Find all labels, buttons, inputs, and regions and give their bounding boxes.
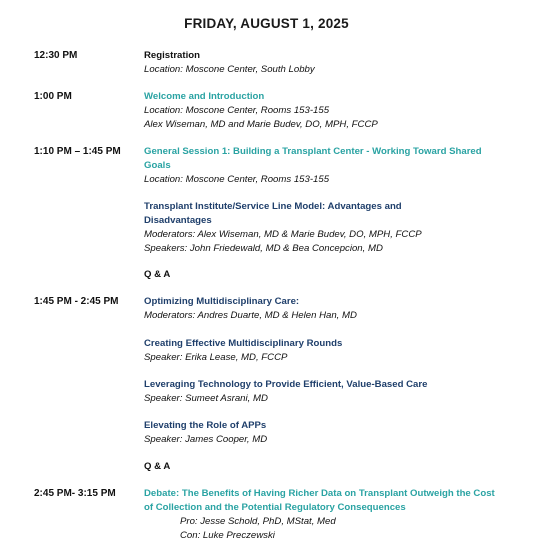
sub-session-apps [144, 419, 516, 447]
session-title: General Session 1: Building a Transplant Center - Working Toward Shared Goals [144, 146, 482, 171]
sub-session-rounds [144, 337, 516, 365]
session-time: 1:45 PM - 2:45 PM [34, 296, 119, 307]
session-location: Location: Moscone Center, Rooms 153-155 [144, 174, 330, 185]
session-title: Debate: The Benefits of Having Richer Data on Transplant Outweigh the Cost of Collection and the Potential Regulatory Consequences [144, 488, 495, 513]
session-speakers: Speakers: John Friedewald, MD & Bea Concepcion, MD [144, 243, 383, 254]
qa-label [144, 268, 516, 282]
session-time: 1:10 PM – 1:45 PM [34, 146, 121, 157]
debate-con: Con: Luke Preczewski [180, 530, 275, 541]
qa-text: Q & A [144, 461, 171, 472]
session-content [144, 145, 494, 187]
session-speaker: Speaker: Erika Lease, MD, FCCP [144, 352, 288, 363]
session-content [144, 49, 516, 77]
session-speaker: Speaker: Sumeet Asrani, MD [144, 393, 268, 404]
session-location: Location: Moscone Center, Rooms 153-155 [144, 105, 330, 116]
session-time: 12:30 PM [34, 50, 78, 61]
session-location: Location: Moscone Center, South Lobby [144, 64, 315, 75]
session-content [144, 90, 516, 132]
session-title: Optimizing Multidisciplinary Care: [144, 296, 300, 307]
sub-session-title: Leveraging Technology to Provide Efficient, Value-Based Care [144, 379, 428, 390]
session-content [144, 295, 516, 323]
session-moderators: Moderators: Andres Duarte, MD & Helen Han, MD [144, 310, 357, 321]
session-moderators: Moderators: Alex Wiseman, MD & Marie Budev, DO, MPH, FCCP [144, 229, 422, 240]
sub-session-title: Elevating the Role of APPs [144, 420, 267, 431]
session-title: Welcome and Introduction [144, 91, 265, 102]
session-title: Registration [144, 50, 200, 61]
sub-session-title: Transplant Institute/Service Line Model: Advantages and Disadvantages [144, 201, 402, 226]
sub-session-transplant-institute [144, 200, 424, 256]
qa-text: Q & A [144, 269, 171, 280]
session-time: 1:00 PM [34, 91, 72, 102]
session-speaker: Speaker: James Cooper, MD [144, 434, 268, 445]
page-title: FRIDAY, AUGUST 1, 2025 [184, 16, 349, 31]
sub-session-title: Creating Effective Multidisciplinary Rounds [144, 338, 343, 349]
sub-session-technology [144, 378, 516, 406]
qa-label [144, 460, 516, 474]
session-people: Alex Wiseman, MD and Marie Budev, DO, MPH, FCCP [144, 119, 378, 130]
debate-pro: Pro: Jesse Schold, PhD, MStat, Med [180, 516, 336, 527]
session-time: 2:45 PM- 3:15 PM [34, 488, 116, 499]
session-content [144, 487, 506, 543]
